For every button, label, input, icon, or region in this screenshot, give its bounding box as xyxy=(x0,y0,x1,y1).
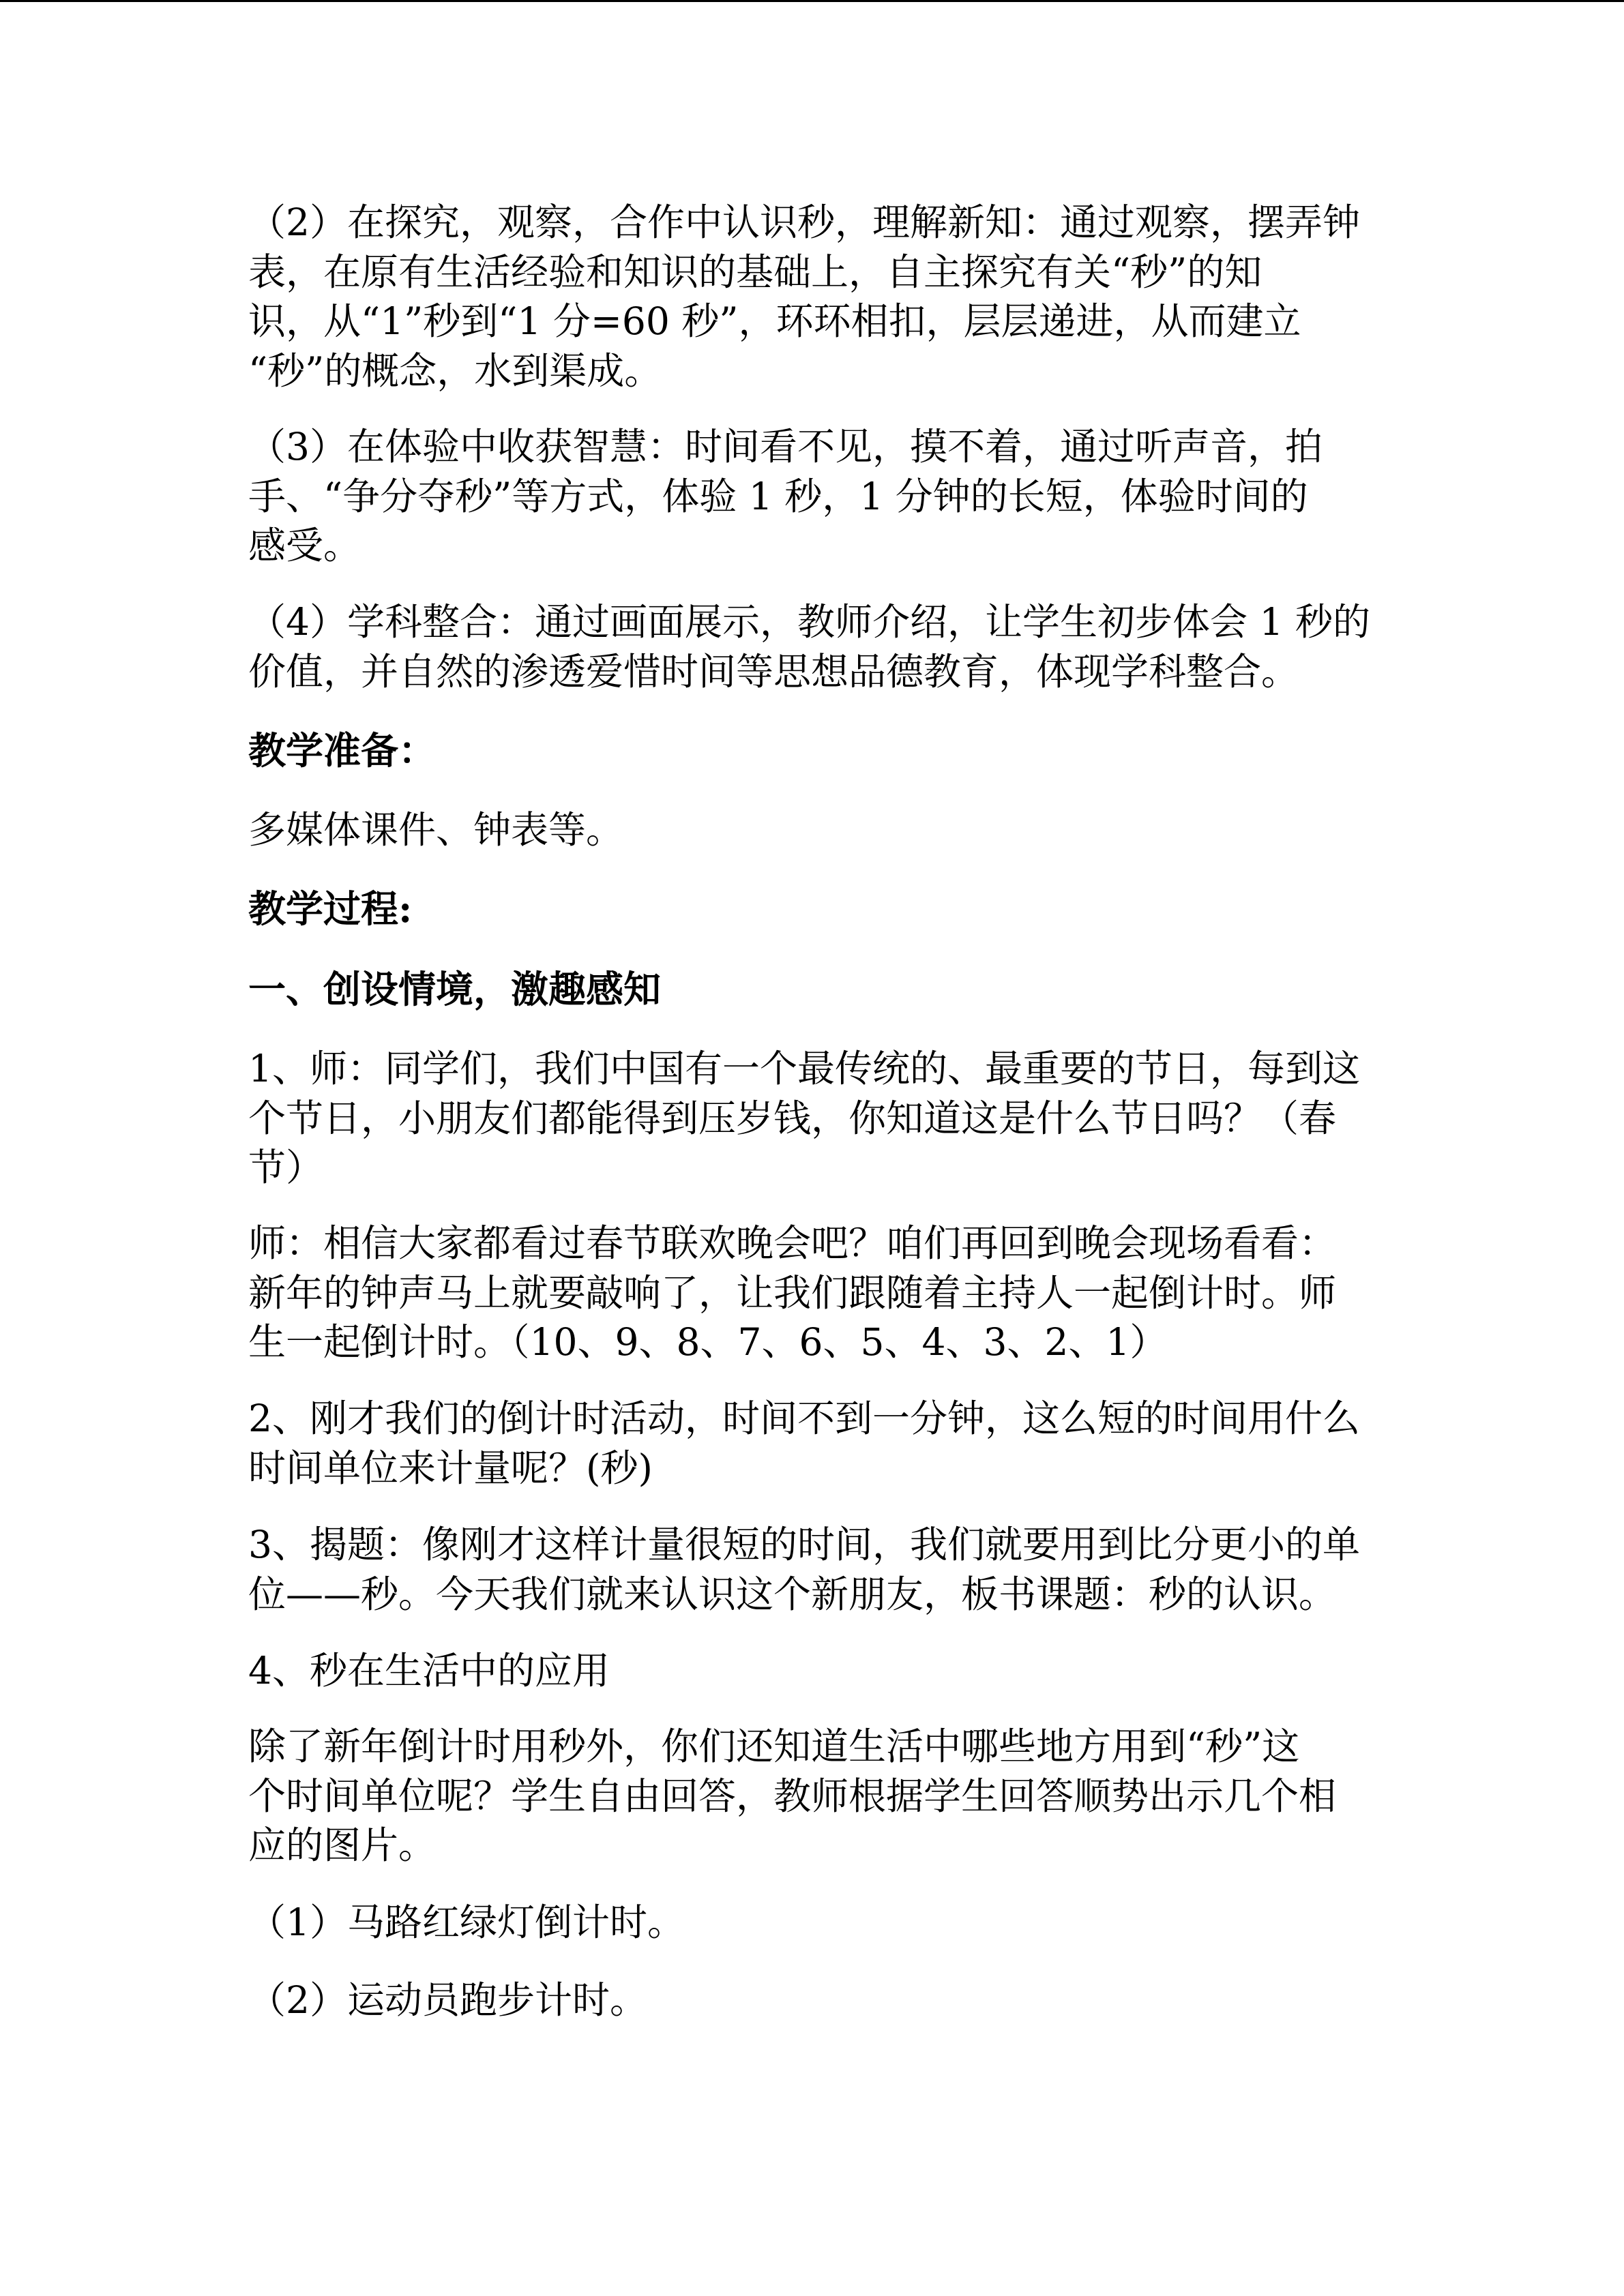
text-line: 生一起倒计时。（10、9、8、7、6、5、4、3、2、1） xyxy=(248,1320,1168,1364)
paragraph-teacher-countdown xyxy=(248,1219,1408,1367)
text-line: 2、刚才我们的倒计时活动，时间不到一分钟，这么短的时间用什么 xyxy=(248,1397,1360,1440)
text-line: 4、秒在生活中的应用 xyxy=(248,1649,610,1693)
paragraph-objective-4 xyxy=(248,597,1408,696)
heading-text: 一、创设情境，激趣感知 xyxy=(248,967,662,1011)
text-line: 师：相信大家都看过春节联欢晚会吧？咱们再回到晚会现场看看： xyxy=(248,1221,1337,1265)
list-item-athlete-timing xyxy=(248,1976,1408,2025)
text-line: 识，从“1”秒到“1 分=60 秒”，环环相扣，层层递进，从而建立 xyxy=(248,299,1301,343)
text-line: 位——秒。今天我们就来认识这个新朋友，板书课题：秒的认识。 xyxy=(248,1572,1337,1616)
text-line: 多媒体课件、钟表等。 xyxy=(248,808,624,852)
text-line: 除了新年倒计时用秒外，你们还知道生活中哪些地方用到“秒”这 xyxy=(248,1725,1300,1768)
text-line: 感受。 xyxy=(248,524,361,567)
paragraph-step-4 xyxy=(248,1646,1408,1696)
text-line: （1）马路红绿灯倒计时。 xyxy=(248,1900,685,1944)
text-line: （3）在体验中收获智慧：时间看不见，摸不着，通过听声音，拍 xyxy=(248,425,1323,468)
paragraph-objective-2 xyxy=(248,198,1408,396)
text-line: 价值，并自然的渗透爱惜时间等思想品德教育，体现学科整合。 xyxy=(248,649,1299,694)
text-line: 个节日，小朋友们都能得到压岁钱，你知道这是什么节日吗？（春 xyxy=(248,1096,1337,1140)
paragraph-seconds-in-life xyxy=(248,1722,1408,1870)
paragraph-step-2 xyxy=(248,1394,1408,1493)
text-line: 节） xyxy=(248,1146,324,1189)
paragraph-objective-3 xyxy=(248,422,1408,571)
text-line: （2）在探究，观察，合作中认识秒，理解新知：通过观察，摆弄钟 xyxy=(248,200,1360,244)
heading-text: 教学过程: xyxy=(248,886,413,931)
heading-teaching-preparation xyxy=(248,726,1408,776)
text-line: 3、揭题：像刚才这样计量很短的时间，我们就要用到比分更小的单 xyxy=(248,1523,1360,1566)
text-line: （4）学科整合：通过画面展示，教师介绍，让学生初步体会 1 秒的 xyxy=(248,600,1370,644)
text-line: “秒”的概念，水到渠成。 xyxy=(248,348,662,393)
paragraph-step-1 xyxy=(248,1044,1408,1193)
text-line: 手、“争分夺秒”等方式，体验 1 秒，1 分钟的长短，体验时间的 xyxy=(248,474,1308,518)
page-top-border xyxy=(0,0,1624,2)
paragraph-preparation-materials xyxy=(248,805,1408,855)
heading-teaching-process xyxy=(248,884,1408,934)
text-line: 表，在原有生活经验和知识的基础上，自主探究有关“秒”的知 xyxy=(248,250,1263,294)
paragraph-step-3 xyxy=(248,1520,1408,1619)
text-line: 个时间单位呢？学生自由回答，教师根据学生回答顺势出示几个相 xyxy=(248,1774,1337,1818)
text-line: 新年的钟声马上就要敲响了，让我们跟随着主持人一起倒计时。师 xyxy=(248,1270,1337,1315)
text-line: 时间单位来计量呢？(秒) xyxy=(248,1446,653,1490)
text-line: 1、师：同学们，我们中国有一个最传统的、最重要的节日，每到这 xyxy=(248,1047,1360,1090)
list-item-traffic-light xyxy=(248,1898,1408,1948)
text-line: （2）运动员跑步计时。 xyxy=(248,1978,647,2022)
text-line: 应的图片。 xyxy=(248,1823,437,1867)
heading-section-one xyxy=(248,965,1408,1015)
heading-text: 教学准备： xyxy=(248,728,437,773)
